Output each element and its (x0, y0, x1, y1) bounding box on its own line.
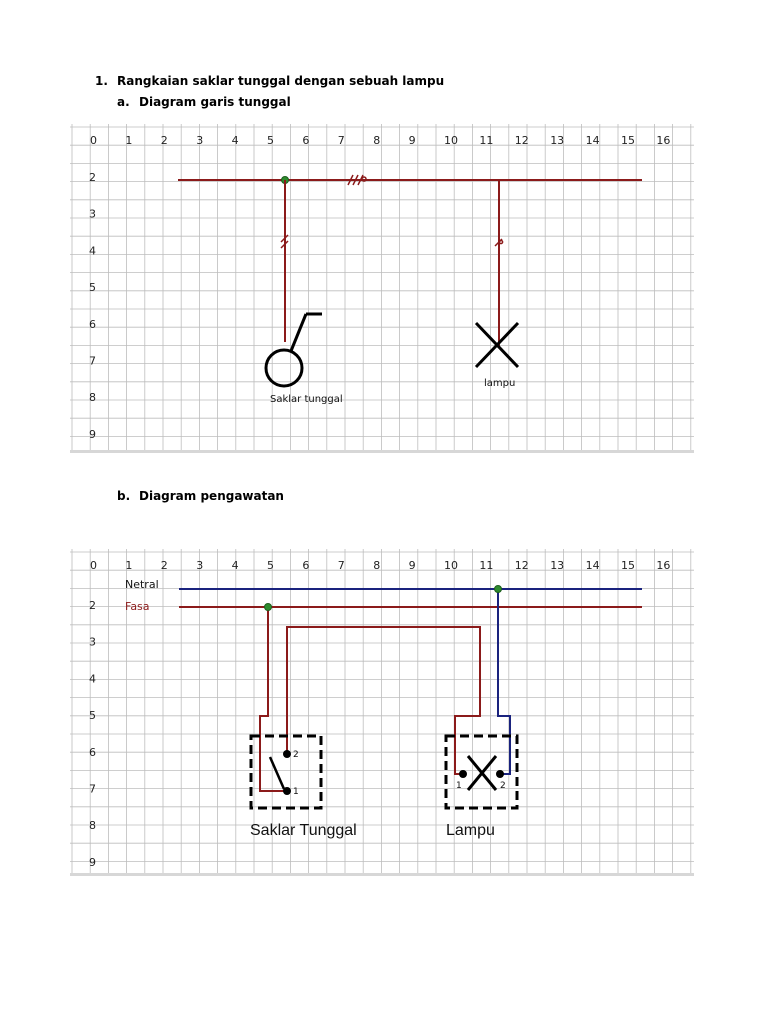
y-tick-label: 6 (89, 317, 96, 331)
y-tick-label: 2 (89, 171, 96, 184)
switch-terminal-1-dot (283, 787, 291, 795)
x-tick-label: 2 (160, 559, 168, 572)
x-tick-label: 1 (125, 559, 133, 572)
x-tick-label: 15 (621, 134, 635, 147)
lamp-terminal-2-dot (496, 770, 504, 778)
x-tick-label: 3 (196, 559, 204, 572)
x-tick-label: 6 (302, 134, 310, 147)
heading-a (117, 95, 291, 109)
neutral-label: Netral (125, 578, 159, 591)
grid-lines (70, 124, 694, 450)
heading-a-number: a. (117, 95, 130, 109)
y-tick-label: 9 (89, 427, 96, 441)
y-tick-label: 8 (89, 819, 96, 833)
switch-symbol (266, 314, 322, 386)
lamp-caption: Lampu (446, 822, 495, 839)
x-tick-label: 16 (656, 134, 671, 147)
lamp-label: lampu (484, 378, 516, 389)
heading-b-text: Diagram pengawatan (139, 489, 284, 503)
heading-1-number: 1. (95, 74, 108, 88)
x-tick-label: 5 (267, 559, 274, 572)
y-tick-label: 6 (89, 745, 96, 759)
x-tick-label: 10 (444, 559, 458, 572)
x-tick-label: 8 (373, 134, 381, 147)
switch-caption: Saklar Tunggal (250, 822, 357, 839)
y-tick-label: 4 (89, 672, 96, 686)
x-tick-label: 4 (231, 134, 239, 147)
grid-lines (70, 549, 694, 873)
y-tick-label: 3 (89, 207, 96, 221)
x-tick-label: 13 (550, 559, 565, 572)
lamp-terminal-2-label: 2 (500, 781, 506, 791)
x-tick-label: 12 (514, 559, 529, 572)
x-tick-label: 14 (585, 559, 600, 572)
x-tick-label: 4 (231, 559, 239, 572)
y-tick-label: 5 (89, 709, 96, 723)
y-tick-label: 7 (89, 782, 96, 796)
switch-label: Saklar tunggal (270, 394, 343, 405)
x-tick-label: 14 (585, 134, 600, 147)
x-tick-label: 11 (479, 559, 494, 572)
heading-b-number: b. (117, 489, 131, 503)
heading-1-text: Rangkaian saklar tunggal dengan sebuah lampu (117, 74, 445, 88)
x-tick-label: 0 (90, 559, 97, 572)
neutral-to-lamp-wire (498, 589, 510, 774)
x-tick-label: 3 (196, 134, 204, 147)
x-tick-label: 10 (444, 134, 458, 147)
x-tick-label: 7 (337, 134, 345, 147)
x-tick-label: 8 (373, 559, 381, 572)
switch-terminal-2-dot (283, 750, 291, 758)
x-tick-label: 9 (408, 134, 416, 147)
single-line-diagram-canvas (70, 124, 694, 450)
x-tick-label: 0 (90, 134, 97, 147)
y-tick-label: 5 (89, 281, 96, 295)
x-tick-label: 13 (550, 134, 565, 147)
lamp-terminal-1-dot (459, 770, 467, 778)
phase-label: Fasa (125, 600, 150, 613)
y-tick-label: 3 (89, 635, 96, 649)
x-tick-label: 2 (160, 134, 168, 147)
x-tick-label: 11 (479, 134, 494, 147)
x-tick-label: 5 (267, 134, 274, 147)
x-tick-label: 6 (302, 559, 310, 572)
y-tick-label: 4 (89, 244, 96, 258)
phase-junction-node (265, 604, 272, 611)
lamp-terminal-1-label: 1 (456, 781, 462, 791)
x-tick-label: 1 (125, 134, 133, 147)
x-tick-label: 9 (408, 559, 416, 572)
y-tick-label: 8 (89, 391, 96, 405)
heading-1 (95, 74, 444, 88)
wiring-diagram (70, 549, 694, 876)
switch-terminal-2-label: 2 (293, 750, 299, 760)
heading-a-text: Diagram garis tunggal (139, 95, 291, 109)
x-tick-label: 12 (514, 134, 529, 147)
neutral-junction-node (495, 586, 502, 593)
switch-terminal-1-label: 1 (293, 787, 299, 797)
y-tick-label: 9 (89, 855, 96, 869)
x-tick-label: 15 (621, 559, 635, 572)
heading-b (117, 489, 284, 503)
wiring-diagram-canvas (70, 549, 694, 873)
single-line-diagram (70, 124, 694, 453)
x-tick-label: 16 (656, 559, 671, 572)
y-tick-label: 2 (89, 599, 96, 612)
y-tick-label: 7 (89, 354, 96, 368)
x-tick-label: 7 (337, 559, 345, 572)
